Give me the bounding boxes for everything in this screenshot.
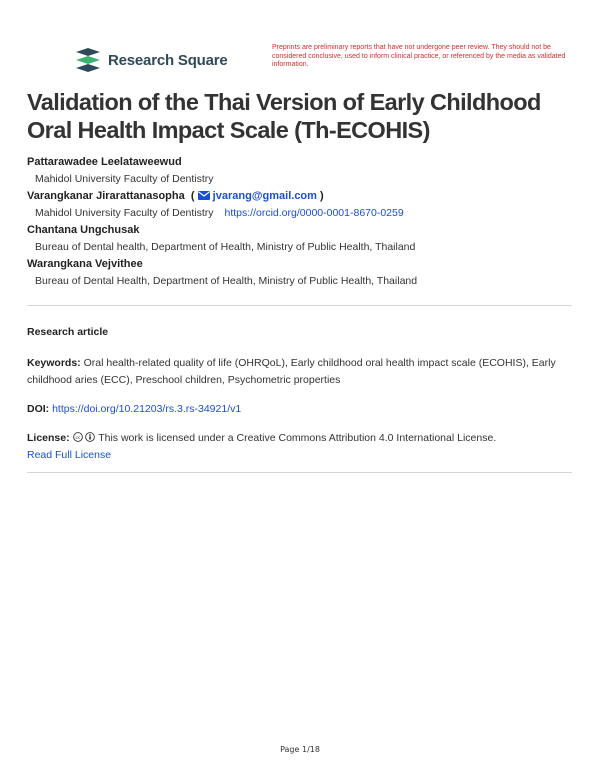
author-name: Warangkana Vejvithee <box>27 258 143 270</box>
doi-link[interactable]: https://doi.org/10.21203/rs.3.rs-34921/v1 <box>52 403 242 415</box>
research-square-logo-icon <box>74 48 102 72</box>
orcid-link[interactable]: https://orcid.org/0000-0001-8670-0259 <box>224 207 404 219</box>
mail-icon <box>198 191 210 200</box>
author-name <box>27 188 572 205</box>
article-type: Research article <box>27 326 109 338</box>
author-affiliation: Bureau of Dental Health, Department of Health, Ministry of Public Health, Thailand <box>35 275 418 287</box>
preprint-disclaimer: Preprints are preliminary reports that have not undergone peer review. They should not be considered conclusive, used to inform clinical practice, or referenced by the media as validated information. <box>272 44 566 68</box>
logo-text: Research Square <box>108 51 228 69</box>
license-label: License: <box>27 432 70 444</box>
divider <box>27 472 572 473</box>
license-text: This work is licensed under a Creative Commons Attribution 4.0 International License. <box>98 432 497 444</box>
author-name-text: Varangkanar Jirarattanasopha <box>27 190 185 202</box>
author-name: Pattarawadee Leelataweewud <box>27 156 182 168</box>
author-email-link[interactable]: jvarang@gmail.com <box>212 190 317 202</box>
cc-icon <box>73 432 83 442</box>
paper-title: Validation of the Thai Version of Early Childhood Oral Health Impact Scale (Th-ECOHIS) <box>27 89 541 143</box>
author-list <box>27 154 572 290</box>
read-full-license-link[interactable]: Read Full License <box>27 449 112 461</box>
email-paren-close: ) <box>320 190 324 202</box>
attribution-icon <box>85 432 95 442</box>
license <box>27 430 575 464</box>
author-affiliation: Mahidol University Faculty of Dentistry <box>35 173 214 185</box>
author-affiliation: Bureau of Dental health, Department of Health, Ministry of Public Health, Thailand <box>35 241 416 253</box>
divider <box>27 305 572 306</box>
keywords <box>27 355 575 389</box>
doi <box>27 401 575 418</box>
author-affiliation-text: Mahidol University Faculty of Dentistry <box>35 207 214 219</box>
research-square-logo[interactable] <box>74 48 228 72</box>
doi-label: DOI: <box>27 403 50 415</box>
author-name: Chantana Ungchusak <box>27 224 140 236</box>
email-paren-open: ( <box>187 190 195 202</box>
keywords-label: Keywords: <box>27 357 81 369</box>
page-number: Page 1/18 <box>280 745 320 754</box>
header <box>74 44 564 76</box>
keywords-text: Oral health-related quality of life (OHRQoL), Early childhood oral health impact scale (ECOHIS), Early childhood aries (ECC), Preschool children, Psychometric properties <box>27 357 556 386</box>
svg-text:cc: cc <box>75 435 81 441</box>
author-affiliation <box>27 205 572 222</box>
